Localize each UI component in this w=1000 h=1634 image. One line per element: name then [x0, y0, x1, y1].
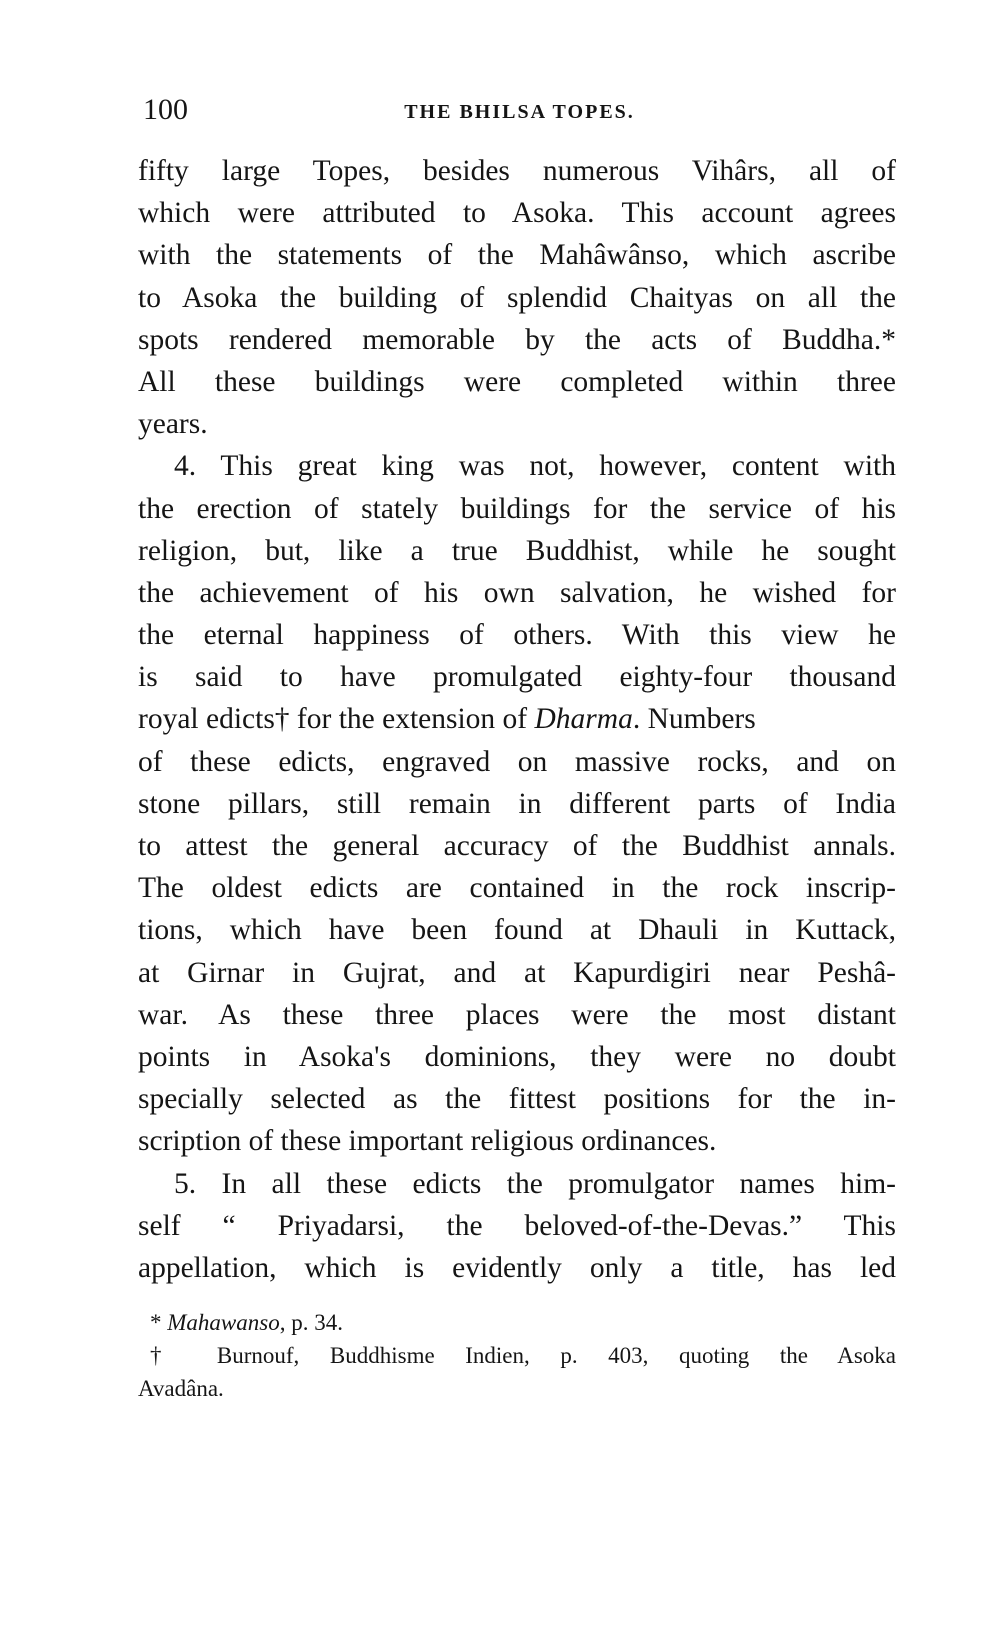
- text-line: The oldest edicts are contained in the rock inscrip-: [138, 872, 896, 905]
- page-header: [143, 90, 896, 130]
- paragraph-4-start: 4. This great king was not, however, content with: [174, 450, 896, 483]
- text-line: the achievement of his own salvation, he wished for: [138, 576, 896, 609]
- footnotes: [138, 1306, 896, 1405]
- footnote-text: , p. 34.: [279, 1310, 343, 1335]
- text-line: is said to have promulgated eighty-four thousand: [138, 661, 896, 694]
- paragraph-5-start: 5. In all these edicts the promulgator names him-: [174, 1167, 896, 1200]
- footnote-2-continuation: Avadâna.: [138, 1376, 224, 1401]
- text-line: to attest the general accuracy of the Buddhist annals.: [138, 830, 896, 862]
- text-line: of these edicts, engraved on massive rocks, and on: [138, 745, 896, 778]
- text-segment: royal edicts† for the extension of: [138, 703, 535, 736]
- text-line: tions, which have been found at Dhauli in Kuttack,: [138, 914, 896, 947]
- text-line-with-italic: [138, 698, 896, 740]
- text-line: self “ Priyadarsi, the beloved-of-the-Devas.” This: [138, 1209, 896, 1242]
- text-line: fifty large Topes, besides numerous Vihârs, all of: [138, 155, 896, 187]
- footnote-marker: *: [150, 1310, 162, 1335]
- text-line: which were attributed to Asoka. This account agrees: [138, 197, 896, 230]
- text-line: the erection of stately buildings for the service of his: [138, 492, 896, 525]
- text-line: at Girnar in Gujrat, and at Kapurdigiri near Peshâ-: [138, 956, 896, 989]
- footnote-title: Mahawanso: [167, 1310, 280, 1335]
- text-line: specially selected as the fittest positions for the in-: [138, 1083, 896, 1116]
- body-text: [138, 150, 896, 1289]
- page-number: 100: [143, 93, 188, 126]
- running-title: THE BHILSA TOPES.: [404, 101, 635, 123]
- text-segment: . Numbers: [632, 703, 756, 736]
- italic-term: Dharma: [534, 703, 633, 736]
- footnote-1: [138, 1306, 896, 1339]
- text-line: stone pillars, still remain in different parts of India: [138, 787, 896, 820]
- text-line: to Asoka the building of splendid Chaityas on all the: [138, 281, 896, 314]
- text-line: All these buildings were completed within three: [138, 365, 896, 398]
- text-line: years.: [138, 408, 208, 441]
- footnote-2: † Burnouf, Buddhisme Indien, p. 403, quoting the Asoka: [150, 1343, 896, 1368]
- text-line: scription of these important religious ordinances.: [138, 1125, 717, 1158]
- text-line: points in Asoka's dominions, they were no doubt: [138, 1040, 896, 1073]
- text-line: appellation, which is evidently only a title, has led: [138, 1251, 896, 1284]
- text-line: war. As these three places were the most distant: [138, 998, 896, 1031]
- text-line: spots rendered memorable by the acts of Buddha.*: [138, 323, 896, 356]
- text-line: with the statements of the Mahâwânso, which ascribe: [138, 239, 896, 272]
- text-line: religion, but, like a true Buddhist, while he sought: [138, 534, 896, 567]
- text-line: the eternal happiness of others. With this view he: [138, 619, 896, 652]
